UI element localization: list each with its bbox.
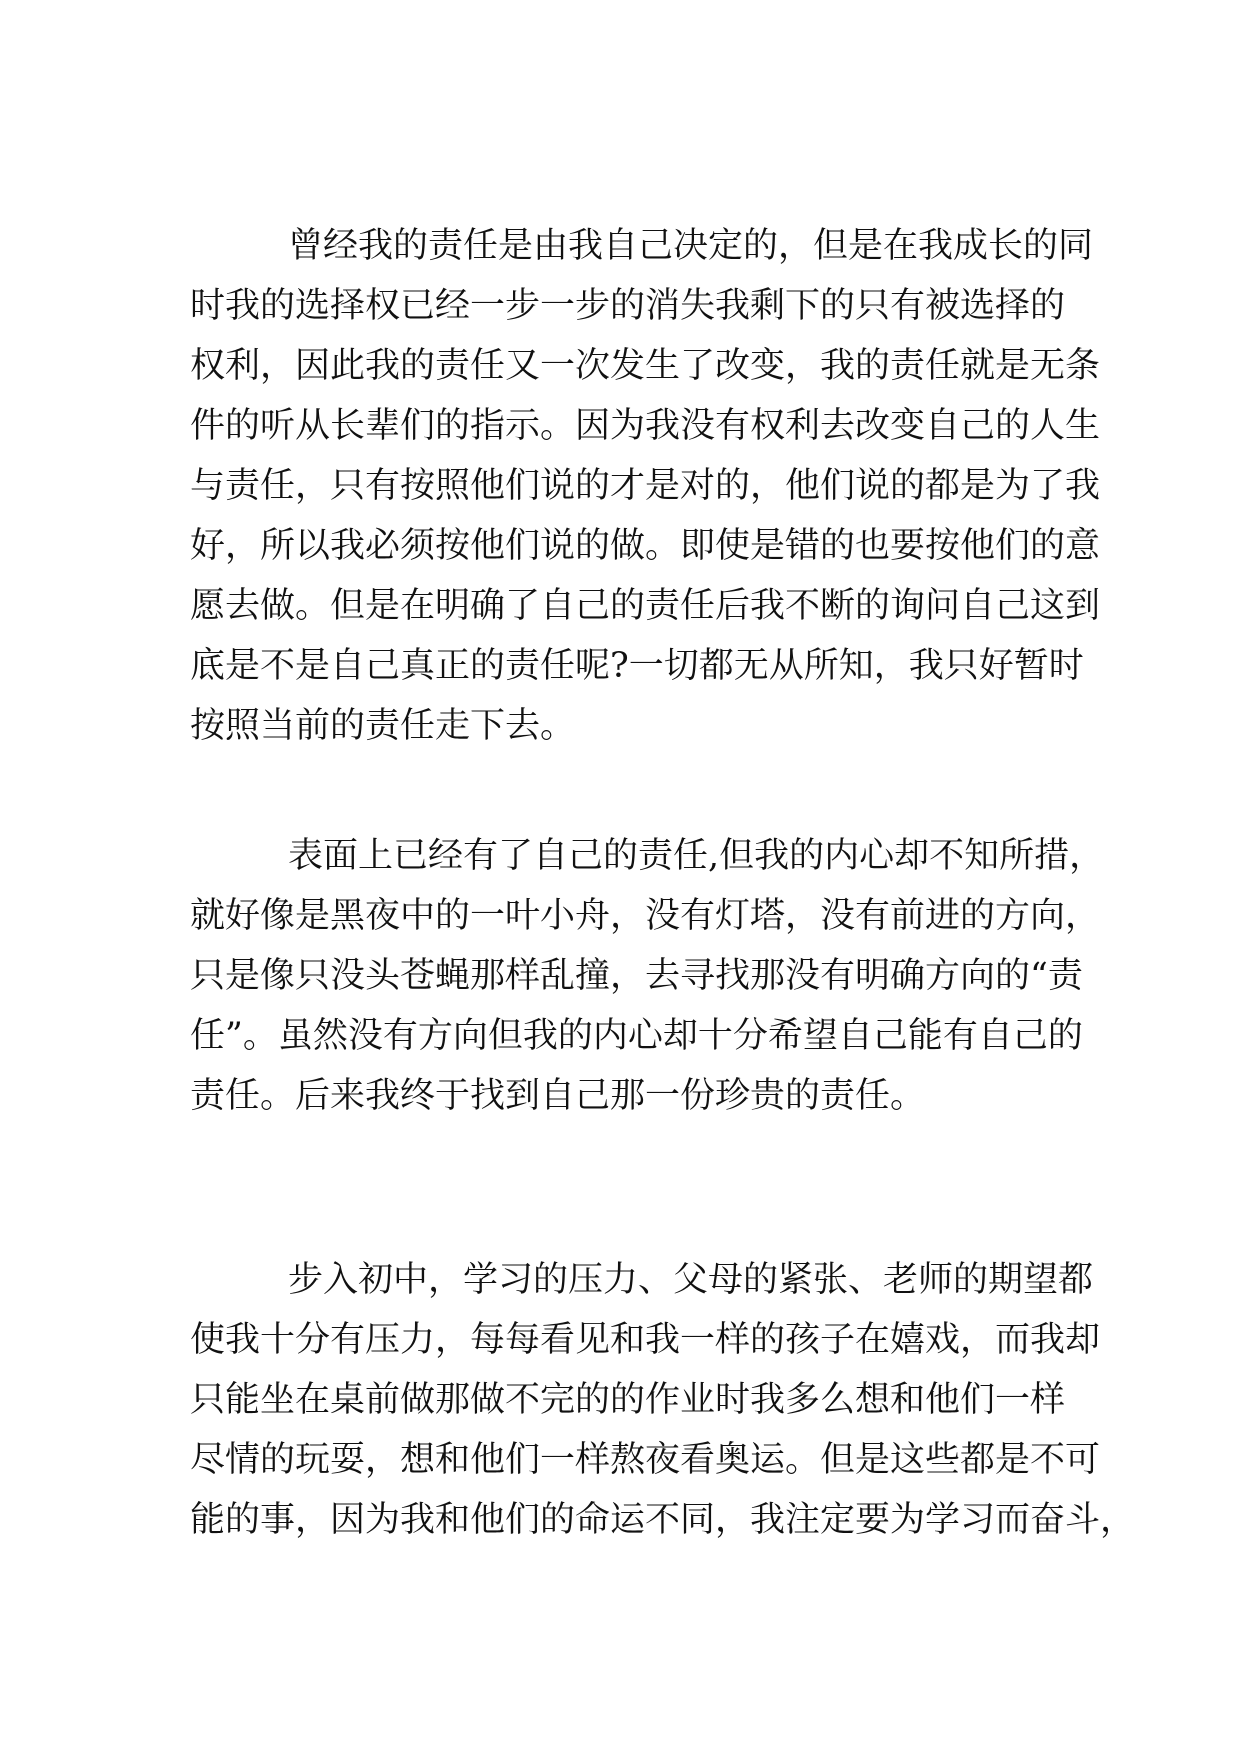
paragraph-line: 好，所以我必须按他们说的做。即使是错的也要按他们的意 (190, 526, 1101, 566)
paragraph-line: 步入初中，学习的压力、父母的紧张、老师的期望都 (288, 1260, 1094, 1300)
paragraph-line: 能的事，因为我和他们的命运不同，我注定要为学习而奋斗， (190, 1500, 1136, 1540)
paragraph-line: 责任。后来我终于找到自己那一份珍贵的责任。 (190, 1076, 926, 1116)
paragraph-3 (190, 1250, 1136, 1550)
paragraph-line: 权利，因此我的责任又一次发生了改变，我的责任就是无条 (190, 346, 1101, 386)
paragraph-line: 底是不是自己真正的责任呢?一切都无从所知，我只好暂时 (190, 646, 1084, 686)
paragraph-2 (190, 826, 1105, 1126)
paragraph-line: 件的听从长辈们的指示。因为我没有权利去改变自己的人生 (190, 406, 1101, 446)
paragraph-line: 时我的选择权已经一步一步的消失我剩下的只有被选择的 (190, 286, 1066, 326)
paragraph-line: 就好像是黑夜中的一叶小舟，没有灯塔，没有前进的方向， (190, 896, 1101, 936)
paragraph-line: 曾经我的责任是由我自己决定的，但是在我成长的同 (288, 226, 1094, 266)
paragraph-line: 只能坐在桌前做那做不完的的作业时我多么想和他们一样 (190, 1380, 1066, 1420)
paragraph-line: 只是像只没头苍蝇那样乱撞，去寻找那没有明确方向的“责 (190, 956, 1083, 996)
paragraph-line: 与责任，只有按照他们说的才是对的，他们说的都是为了我 (190, 466, 1101, 506)
paragraph-line: 使我十分有压力，每每看见和我一样的孩子在嬉戏，而我却 (190, 1320, 1101, 1360)
paragraph-line: 按照当前的责任走下去。 (190, 706, 576, 746)
paragraph-line: 愿去做。但是在明确了自己的责任后我不断的询问自己这到 (190, 586, 1101, 626)
paragraph-line: 尽情的玩耍，想和他们一样熬夜看奥运。但是这些都是不可 (190, 1440, 1101, 1480)
paragraph-line: 表面上已经有了自己的责任,但我的内心却不知所措， (288, 836, 1105, 876)
paragraph-line: 任”。虽然没有方向但我的内心却十分希望自己能有自己的 (190, 1016, 1083, 1056)
paragraph-1 (190, 216, 1101, 756)
